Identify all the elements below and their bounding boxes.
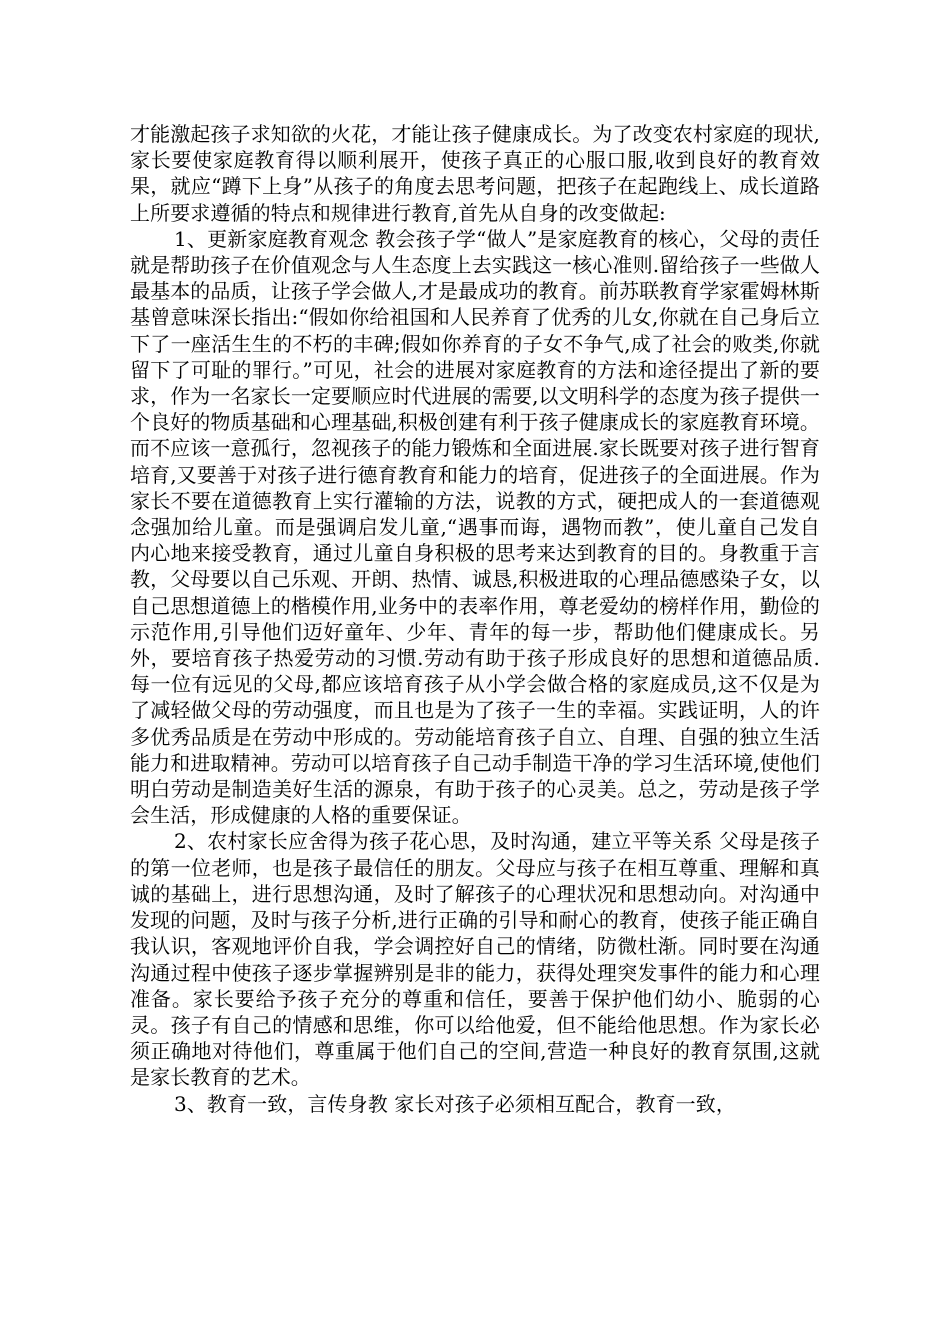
paragraph-section-3: 3、教育一致，言传身教 家长对孩子必须相互配合，教育一致， <box>174 1091 736 1116</box>
paragraph-section-2: 2、农村家长应舍得为孩子花心思，及时沟通，建立平等关系 父母是孩子的第一位老师，也是孩子最信任的朋友。父母应与孩子在相互尊重、理解和真诚的基础上，进行思想沟通，及时了解孩子的心理状况和思想动向。对沟通中发现的问题，及时与孩子分析,进行正确的引导和耐心的教育，使孩子能正确自我认识，客观地评价自我，学会调控好自己的情绪，防微杜渐。同时要在沟通沟通过程中使孩子逐步掌握辨别是非的能力，获得处理突发事件的能力和心理准备。家长要给予孩子充分的尊重和信任，要善于保护他们幼小、脆弱的心灵。孩子有自己的情感和思维，你可以给他爱，但不能给他思想。作为家长必须正确地对待他们，尊重属于他们自己的空间,营造一种良好的教育氛围,这就是家长教育的艺术。 <box>130 829 820 1090</box>
document-page <box>130 121 820 1117</box>
paragraph-intro: 才能激起孩子求知欲的火花，才能让孩子健康成长。为了改变农村家庭的现状,家长要使家庭教育得以顺利展开，使孩子真正的心服口服,收到良好的教育效果，就应“蹲下上身”从孩子的角度去思考问题，把孩子在起跑线上、成长道路上所要求遵循的特点和规律进行教育,首先从自身的改变做起: <box>130 122 820 225</box>
paragraph-section-1: 1、更新家庭教育观念 教会孩子学“做人”是家庭教育的核心，父母的责任就是帮助孩子在价值观念与人生态度上去实践这一核心准则.留给孩子一些做人最基本的品质，让孩子学会做人,才是最成功的教育。前苏联教育学家霍姆林斯基曾意味深长指出:“假如你给祖国和人民养育了优秀的儿女,你就在自己身后立下了一座活生生的不朽的丰碑;假如你养育的子女不争气,成了社会的败类,你就留下了可耻的罪行。”可见，社会的进展对家庭教育的方法和途径提出了新的要求，作为一名家长一定要顺应时代进展的需要,以文明科学的态度为孩子提供一个良好的物质基础和心理基础,积极创建有利于孩子健康成长的家庭教育环境。而不应该一意孤行，忽视孩子的能力锻炼和全面进展.家长既要对孩子进行智育培育,又要善于对孩子进行德育教育和能力的培育，促进孩子的全面进展。作为家长不要在道德教育上实行灌输的方法，说教的方式，硬把成人的一套道德观念强加给儿童。而是强调启发儿童,“遇事而诲，遇物而教”，使儿童自己发自内心地来接受教育，通过儿童自身积极的思考来达到教育的目的。身教重于言教，父母要以自己乐观、开朗、热情、诚恳,积极进取的心理品德感染子女，以自己思想道德上的楷模作用,业务中的表率作用，尊老爱幼的榜样作用，勤俭的示范作用,引导他们迈好童年、少年、青年的每一步，帮助他们健康成长。另外，要培育孩子热爱劳动的习惯.劳动有助于孩子形成良好的思想和道德品质.每一位有远见的父母,都应该培育孩子从小学会做合格的家庭成员,这不仅是为了减轻做父母的劳动强度，而且也是为了孩子一生的幸福。实践证明，人的许多优秀品质是在劳动中形成的。劳动能培育孩子自立、自理、自强的独立生活能力和进取精神。劳动可以培育孩子自己动手制造干净的学习生活环境,使他们明白劳动是制造美好生活的源泉，有助于孩子的心灵美。总之，劳动是孩子学会生活，形成健康的人格的重要保证。 <box>130 226 820 828</box>
